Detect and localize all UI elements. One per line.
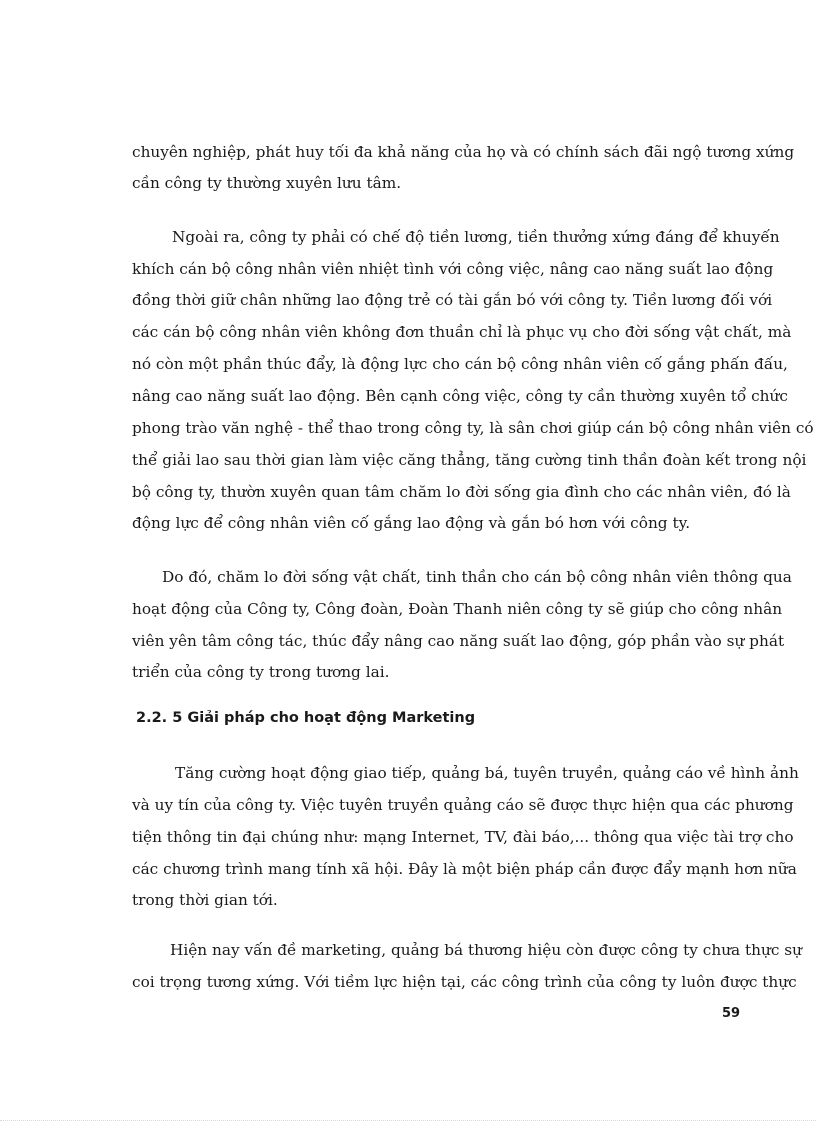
paragraph-3-line-2: hoạt động của Công ty, Công đoàn, Đoàn Thanh niên công ty sẽ giúp cho công nhân (132, 600, 783, 618)
paragraph-3-line-4: triển của công ty trong tương lai. (132, 663, 390, 681)
paragraph-4-line-2: và uy tín của công ty. Việc tuyên truyền quảng cáo sẽ được thực hiện qua các phương (132, 796, 794, 814)
paragraph-2-line-2: khích cán bộ công nhân viên nhiệt tình với công việc, nâng cao năng suất lao động (132, 260, 774, 278)
paragraph-1-line-2: cần công ty thường xuyên lưu tâm. (132, 174, 402, 192)
paragraph-2-line-8: thể giải lao sau thời gian làm việc căng thẳng, tăng cường tinh thần đoàn kết trong nội (132, 451, 807, 469)
paragraph-1-line-1: chuyên nghiệp, phát huy tối đa khả năng của họ và có chính sách đãi ngộ tương xứng (132, 143, 795, 161)
paragraph-2-line-4: các cán bộ công nhân viên không đơn thuần chỉ là phục vụ cho đời sống vật chất, mà (132, 323, 792, 341)
paragraph-2-line-7: phong trào văn nghệ - thể thao trong công ty, là sân chơi giúp cán bộ công nhân viên có (132, 419, 814, 437)
paragraph-2-line-1: Ngoài ra, công ty phải có chế độ tiền lương, tiền thưởng xứng đáng để khuyến (172, 228, 780, 246)
section-heading: 2.2. 5 Giải pháp cho hoạt động Marketing (136, 710, 476, 726)
paragraph-2-line-5: nó còn một phần thúc đẩy, là động lực cho cán bộ công nhân viên cố gắng phấn đấu, (132, 355, 788, 373)
paragraph-5-line-2: coi trọng tương xứng. Với tiềm lực hiện tại, các công trình của công ty luôn được thực (132, 973, 797, 991)
paragraph-3-line-1: Do đó, chăm lo đời sống vật chất, tinh thần cho cán bộ công nhân viên thông qua (162, 568, 792, 586)
paragraph-2-line-3: đồng thời giữ chân những lao động trẻ có tài gắn bó với công ty. Tiền lương đối với (132, 291, 773, 309)
paragraph-4-line-1: Tăng cường hoạt động giao tiếp, quảng bá, tuyên truyền, quảng cáo về hình ảnh (175, 764, 799, 782)
paragraph-3-line-3: viên yên tâm công tác, thúc đẩy nâng cao năng suất lao động, góp phần vào sự phát (132, 632, 785, 650)
paragraph-2-line-9: bộ công ty, thườn xuyên quan tâm chăm lo đời sống gia đình cho các nhân viên, đó là (132, 483, 791, 501)
paragraph-4-line-3: tiện thông tin đại chúng như: mạng Internet, TV, đài báo,... thông qua việc tài trợ cho (132, 828, 794, 846)
paragraph-2-line-6: nâng cao năng suất lao động. Bên cạnh công việc, công ty cần thường xuyên tổ chức (132, 387, 788, 405)
paragraph-4-line-5: trong thời gian tới. (132, 891, 278, 909)
paragraph-4-line-4: các chương trình mang tính xã hội. Đây là một biện pháp cần được đẩy mạnh hơn nữa (132, 860, 797, 878)
page-bottom-rule (0, 1120, 816, 1121)
paragraph-5-line-1: Hiện nay vấn đề marketing, quảng bá thương hiệu còn được công ty chưa thực sự (170, 941, 803, 959)
paragraph-2-line-10: động lực để công nhân viên cố gắng lao động và gắn bó hơn với công ty. (132, 514, 691, 532)
page-number: 59 (722, 1006, 741, 1021)
